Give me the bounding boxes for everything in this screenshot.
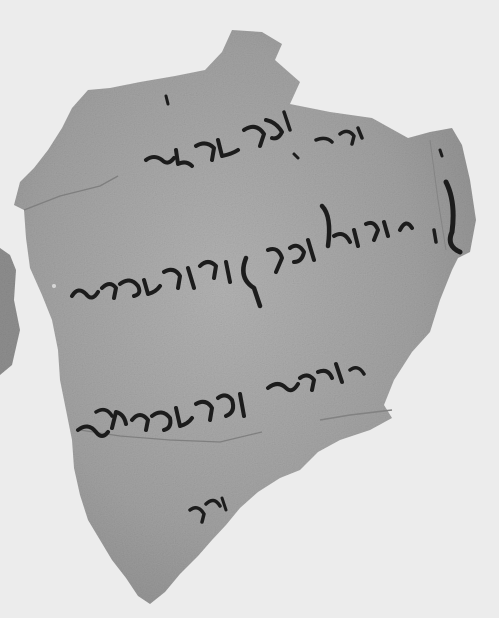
debris-fleck xyxy=(52,284,56,288)
